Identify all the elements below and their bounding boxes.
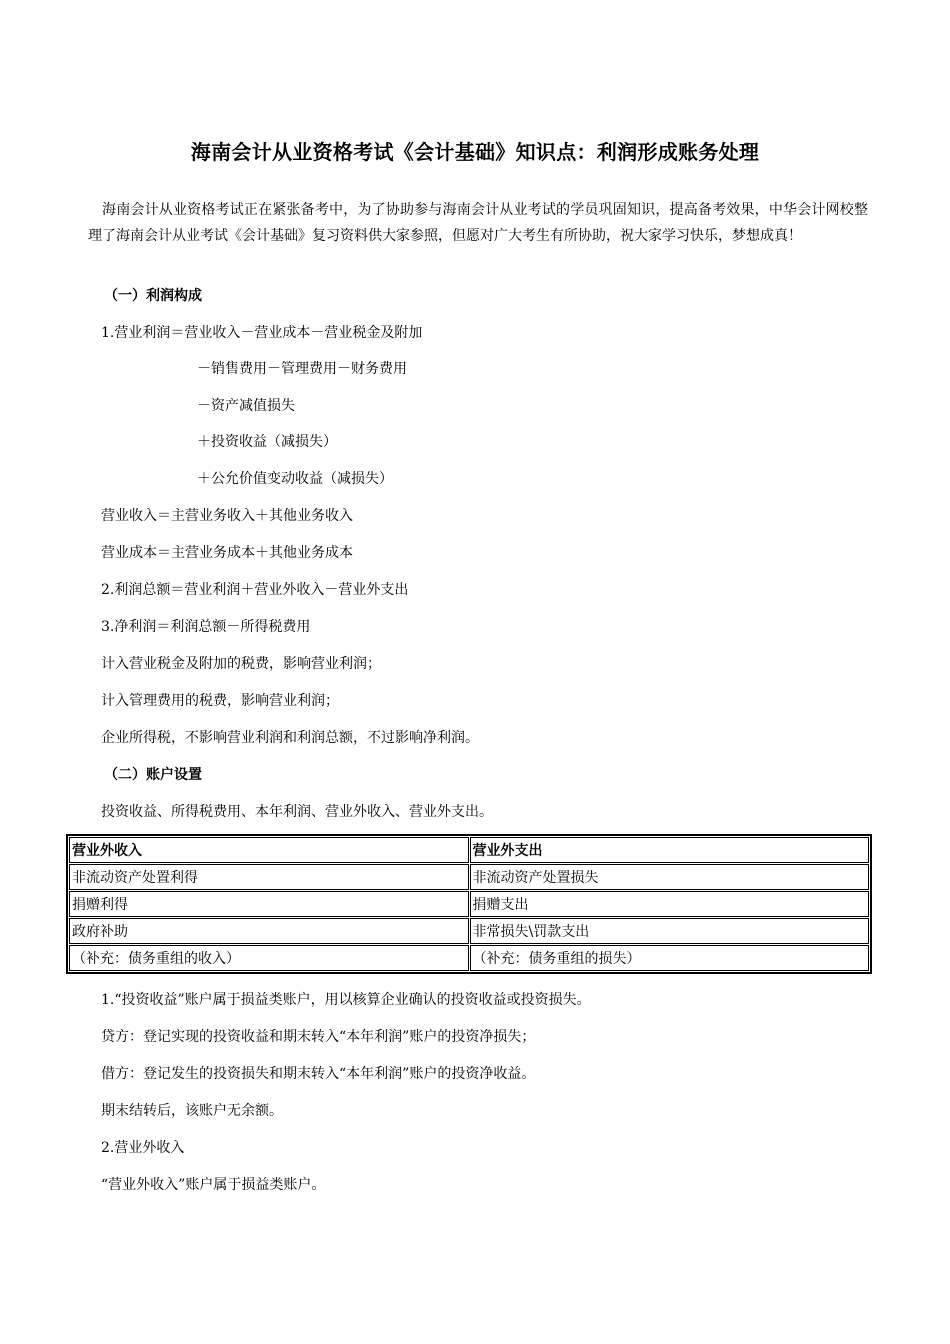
investment-income-debit: 借方：登记发生的投资损失和期末转入“本年利润”账户的投资净收益。 [101, 1066, 536, 1082]
table-cell: （补充：债务重组的收入） [69, 945, 469, 971]
table-row [69, 891, 869, 917]
investment-income-definition: 1.“投资收益”账户属于损益类账户，用以核算企业确认的投资收益或投资损失。 [101, 992, 591, 1008]
formula-operating-profit-line5: ＋公允价值变动收益（减损失） [197, 471, 393, 487]
formula-total-profit: 2.利润总额＝营业利润＋营业外收入－营业外支出 [101, 582, 409, 598]
investment-income-credit: 贷方：登记实现的投资收益和期末转入“本年利润”账户的投资净损失； [101, 1029, 536, 1045]
formula-operating-profit-line3: －资产减值损失 [197, 398, 295, 414]
note-income-tax: 企业所得税，不影响营业利润和利润总额，不过影响净利润。 [101, 730, 479, 746]
table-cell: 非常损失\罚款支出 [470, 918, 870, 944]
period-end-note: 期末结转后，该账户无余额。 [101, 1103, 283, 1119]
formula-operating-revenue: 营业收入＝主营业务收入＋其他业务收入 [101, 508, 353, 524]
formula-operating-profit: 1.营业利润＝营业收入－营业成本－营业税金及附加 [101, 325, 423, 341]
section-heading-account-setup: （二）账户设置 [104, 767, 202, 783]
table-row [69, 945, 869, 971]
table-row [69, 864, 869, 890]
table-cell: 非流动资产处置损失 [470, 864, 870, 890]
note-admin-expense-tax: 计入管理费用的税费，影响营业利润； [101, 693, 339, 709]
formula-net-profit: 3.净利润＝利润总额－所得税费用 [101, 619, 311, 635]
account-list: 投资收益、所得税费用、本年利润、营业外收入、营业外支出。 [101, 804, 493, 820]
table-cell: 政府补助 [69, 918, 469, 944]
non-operating-income-definition: “营业外收入”账户属于损益类账户。 [101, 1177, 326, 1193]
table-cell: （补充：债务重组的损失） [470, 945, 870, 971]
formula-operating-profit-line4: ＋投资收益（减损失） [197, 434, 337, 450]
table-cell: 非流动资产处置利得 [69, 864, 469, 890]
table-header-cell: 营业外支出 [470, 837, 870, 863]
table-header-row [69, 837, 869, 863]
table-cell: 捐赠利得 [69, 891, 469, 917]
table-cell: 捐赠支出 [470, 891, 870, 917]
table-header-cell: 营业外收入 [69, 837, 469, 863]
non-operating-accounts-table [66, 834, 872, 974]
table-row [69, 918, 869, 944]
section-heading-profit-composition: （一）利润构成 [104, 288, 202, 304]
note-business-tax: 计入营业税金及附加的税费，影响营业利润； [101, 656, 381, 672]
formula-operating-profit-line2: －销售费用－管理费用－财务费用 [197, 361, 407, 377]
non-operating-income-heading: 2.营业外收入 [101, 1140, 185, 1156]
page-title: 海南会计从业资格考试《会计基础》知识点：利润形成账务处理 [190, 140, 760, 164]
formula-operating-cost: 营业成本＝主营业务成本＋其他业务成本 [101, 545, 353, 561]
intro-paragraph: 海南会计从业资格考试正在紧张备考中，为了协助参与海南会计从业考试的学员巩固知识，提高备考效果，中华会计网校整理了海南会计从业考试《会计基础》复习资料供大家参照，但愿对广大考生有所协助，祝大家学习快乐，梦想成真！ [88, 202, 868, 244]
